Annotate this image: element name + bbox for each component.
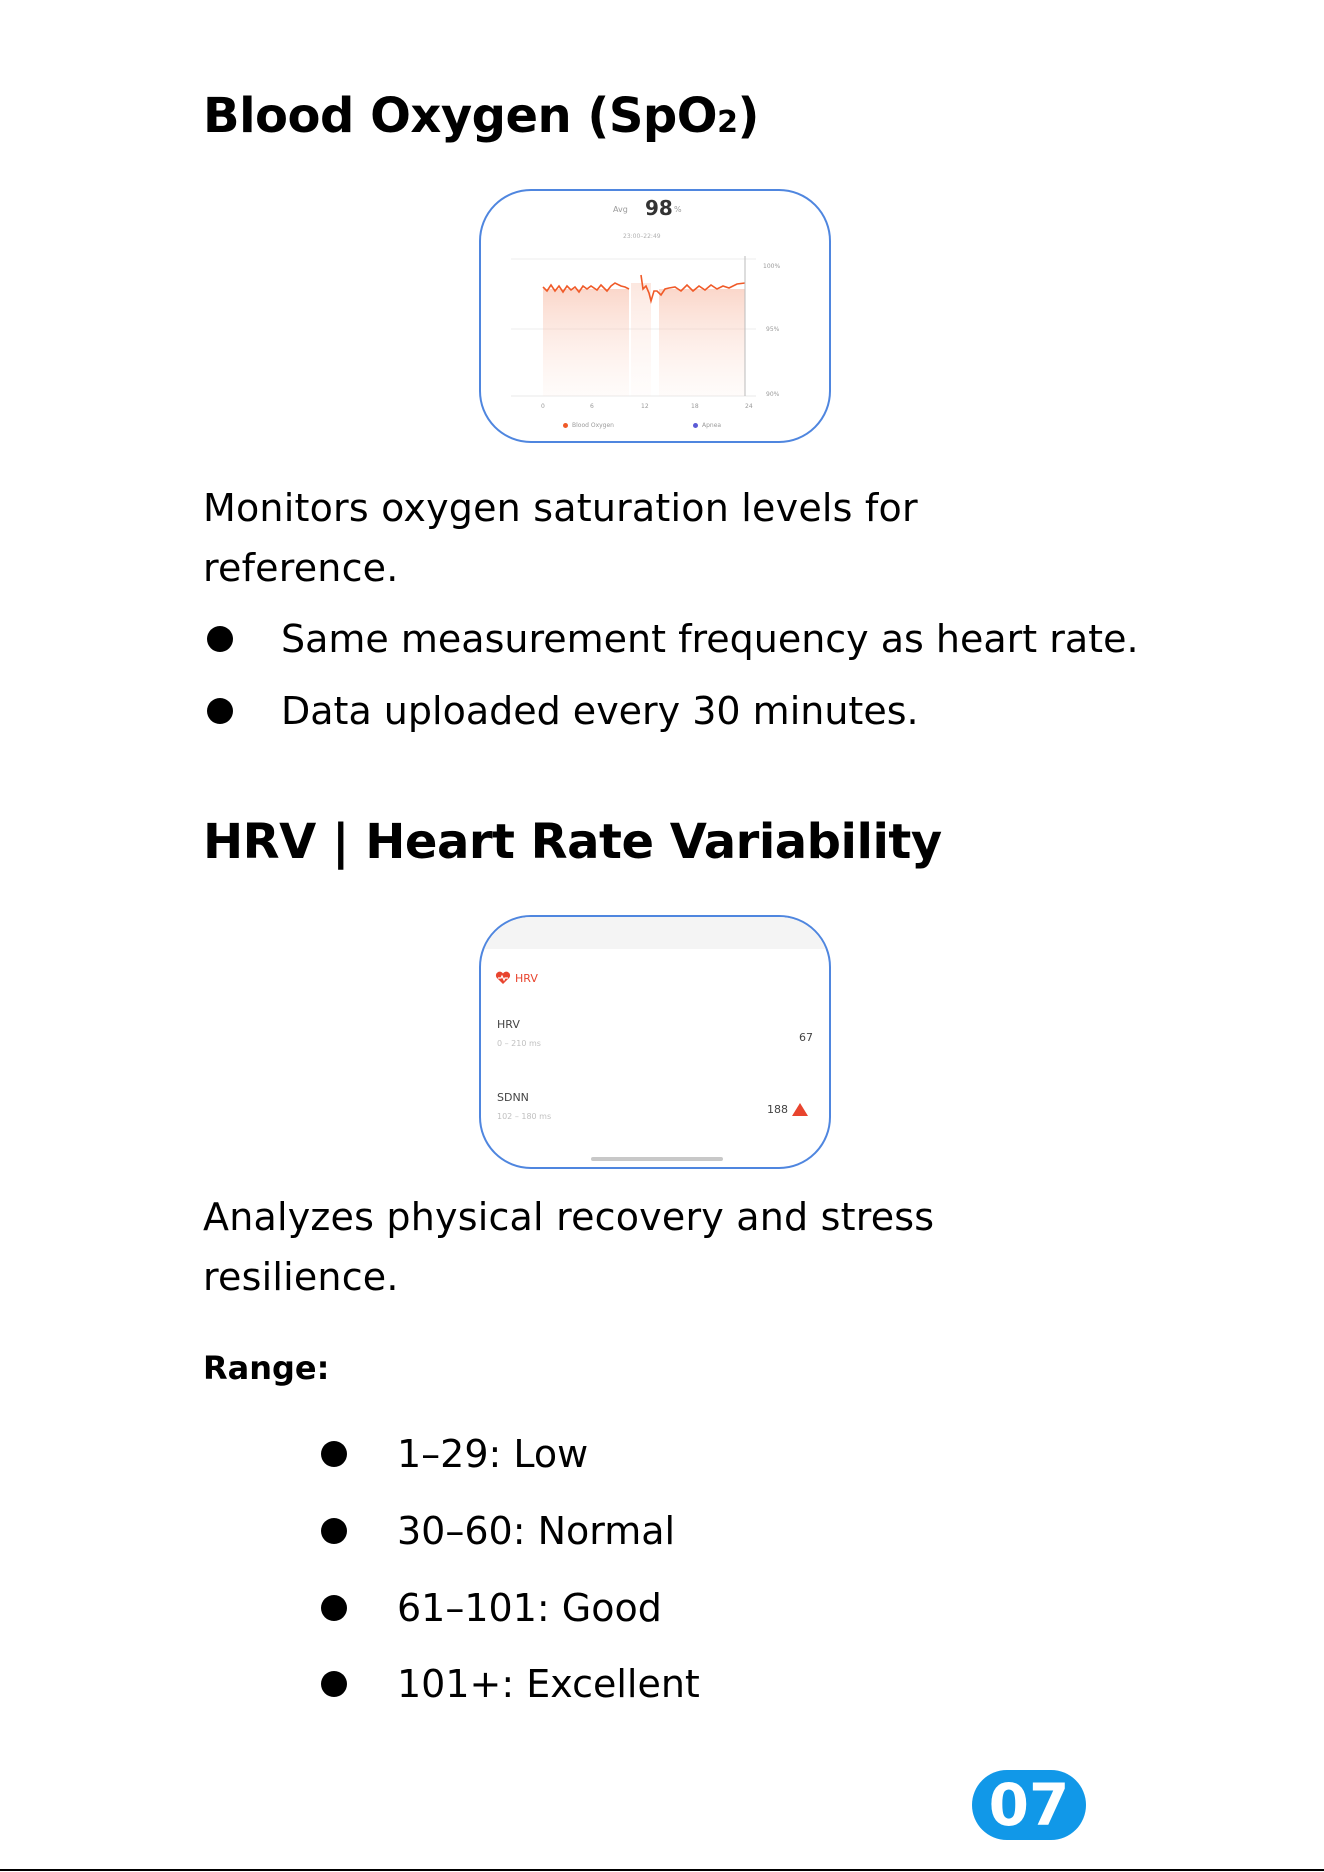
range-item: 61–101: Good xyxy=(321,1586,662,1630)
range-item: 1–29: Low xyxy=(321,1432,588,1476)
hrv-value: 67 xyxy=(799,1031,813,1044)
heart-icon xyxy=(495,971,511,985)
sdnn-value: 188 xyxy=(767,1103,808,1116)
x-tick-24: 24 xyxy=(745,403,753,410)
y-tick-95: 95% xyxy=(766,326,780,333)
hrv-card-header: HRV xyxy=(495,971,538,985)
home-indicator xyxy=(591,1157,723,1161)
x-tick-6: 6 xyxy=(590,403,594,410)
spo2-area-1 xyxy=(543,289,629,396)
hrv-screenshot-topbar xyxy=(481,917,831,949)
page-number-badge: 07 xyxy=(972,1770,1086,1840)
spo2-screenshot xyxy=(479,189,831,443)
time-range: 23:00–22:49 xyxy=(623,233,661,240)
avg-label: Avg xyxy=(613,205,628,214)
bullet-icon xyxy=(321,1518,347,1544)
x-tick-12: 12 xyxy=(641,403,649,410)
spo2-area-3 xyxy=(631,283,651,396)
range-label: Range: xyxy=(203,1349,330,1387)
bullet-icon xyxy=(321,1671,347,1697)
range-item: 30–60: Normal xyxy=(321,1509,675,1553)
spo2-chart xyxy=(481,191,831,443)
x-tick-0: 0 xyxy=(541,403,545,410)
y-tick-90: 90% xyxy=(766,391,780,398)
bullet-icon xyxy=(207,698,233,724)
legend-dot-icon xyxy=(693,423,698,428)
avg-unit: % xyxy=(674,205,682,214)
avg-value: 98 xyxy=(645,196,673,220)
warning-triangle-icon xyxy=(792,1103,808,1116)
bottom-rule xyxy=(0,1869,1324,1871)
spo2-bullet: Same measurement frequency as heart rate. xyxy=(207,617,1139,661)
spo2-title: Blood Oxygen (SpO2) xyxy=(203,88,759,144)
spo2-area-2 xyxy=(659,289,745,396)
hrv-screenshot xyxy=(479,915,831,1169)
range-item: 101+: Excellent xyxy=(321,1662,700,1706)
legend-blood-oxygen: Blood Oxygen xyxy=(563,422,614,429)
bullet-icon xyxy=(207,626,233,652)
hrv-row: HRV 0 – 210 ms xyxy=(497,1018,541,1048)
x-tick-18: 18 xyxy=(691,403,699,410)
bullet-icon xyxy=(321,1441,347,1467)
spo2-description: Monitors oxygen saturation levels for reference. xyxy=(203,486,918,590)
sdnn-row: SDNN 102 – 180 ms xyxy=(497,1091,552,1121)
hrv-description: Analyzes physical recovery and stress resilience. xyxy=(203,1195,935,1299)
legend-apnea: Apnea xyxy=(693,422,721,429)
y-tick-100: 100% xyxy=(763,263,781,270)
legend-dot-icon xyxy=(563,423,568,428)
spo2-bullet: Data uploaded every 30 minutes. xyxy=(207,689,919,733)
hrv-title: HRV | Heart Rate Variability xyxy=(203,814,942,870)
bullet-icon xyxy=(321,1595,347,1621)
